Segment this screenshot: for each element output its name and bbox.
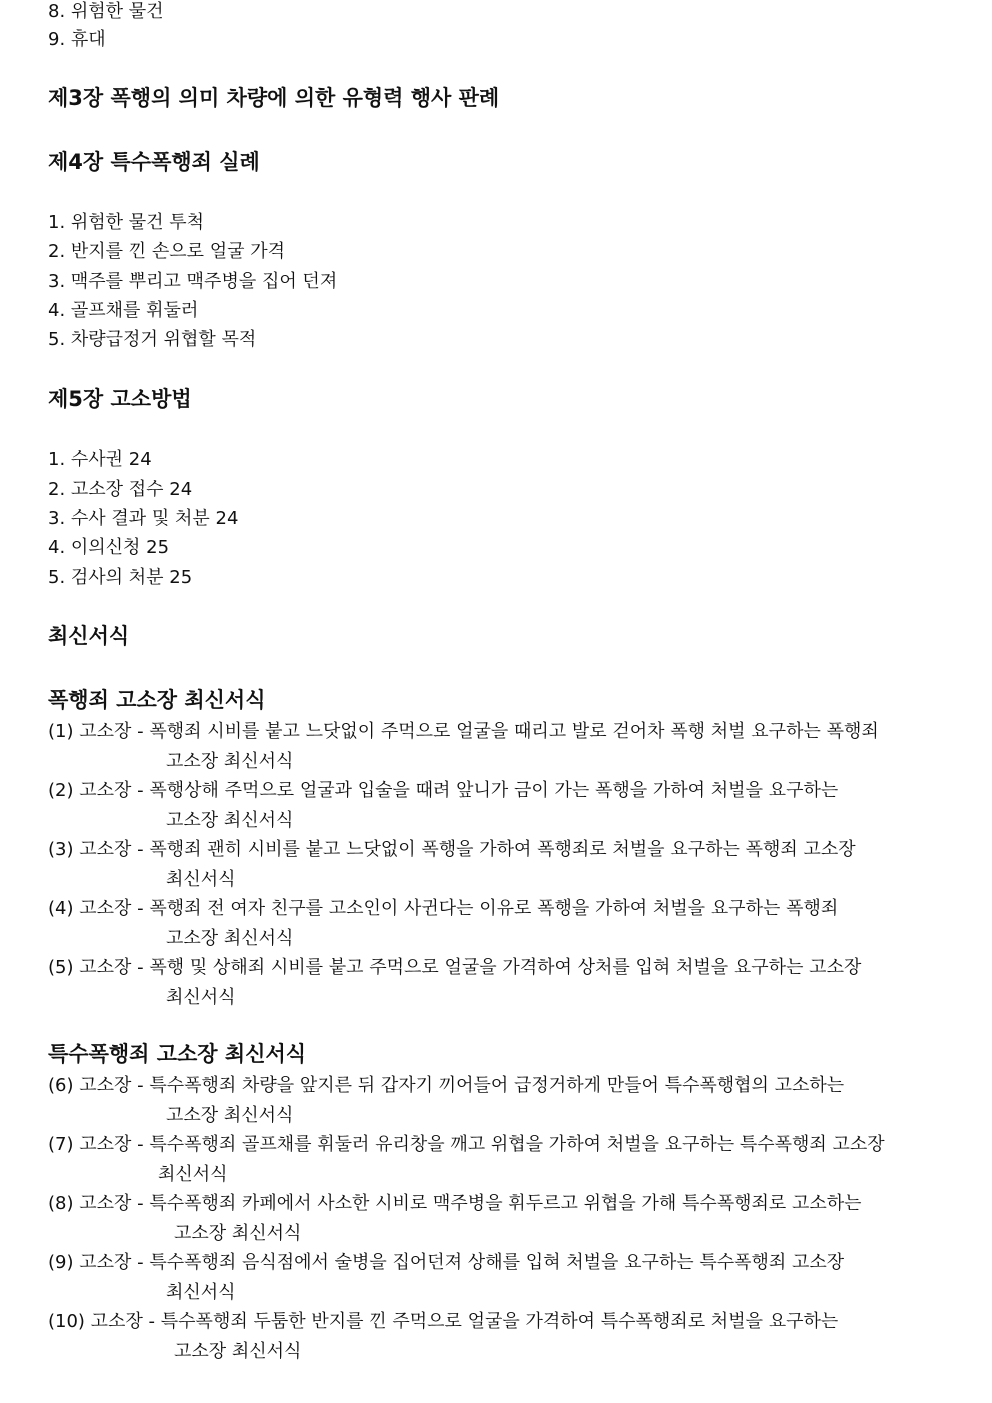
form-title-continued: 최신서식 [158, 1163, 228, 1185]
form-title-continued: 최신서식 [166, 1281, 236, 1303]
assault-forms-heading: 폭행죄 고소장 최신서식 [48, 688, 266, 712]
form-title-continued: 고소장 최신서식 [166, 1104, 294, 1126]
form-number: (7) 고소장 - [48, 1134, 150, 1155]
form-title: 특수폭행죄 두툼한 반지를 낀 주먹으로 얼굴을 가격하여 특수폭행죄로 처벌을 요구하는 [160, 1311, 839, 1332]
toc-item: 1. 위험한 물건 투척 [48, 212, 205, 233]
form-number: (4) 고소장 - [48, 898, 150, 919]
form-entry [48, 953, 944, 1012]
toc-item: 4. 골프채를 휘둘러 [48, 300, 199, 321]
toc-item: 8. 위험한 물건 [48, 1, 164, 22]
form-title-continued: 고소장 최신서식 [166, 927, 294, 949]
form-title-continued: 고소장 최신서식 [174, 1222, 302, 1244]
form-entry [48, 776, 944, 835]
toc-item: 1. 수사권 24 [48, 449, 152, 470]
form-number: (6) 고소장 - [48, 1075, 150, 1096]
form-title: 폭행죄 시비를 붙고 느닷없이 주먹으로 얼굴을 때리고 발로 걷어차 폭행 처벌 요구하는 폭행죄 [149, 721, 879, 742]
chapter-3-heading: 제3장 폭행의 의미 차량에 의한 유형력 행사 판례 [48, 86, 500, 110]
form-entry [48, 1307, 944, 1366]
form-title: 폭행상해 주먹으로 얼굴과 입술을 때려 앞니가 금이 가는 폭행을 가하여 처벌을 요구하는 [149, 780, 839, 801]
form-number: (8) 고소장 - [48, 1193, 150, 1214]
form-entry [48, 1248, 944, 1307]
form-number: (1) 고소장 - [48, 721, 150, 742]
form-entry [48, 894, 944, 953]
toc-item: 4. 이의신청 25 [48, 537, 170, 558]
form-entry [48, 717, 944, 776]
form-title-continued: 고소장 최신서식 [166, 750, 294, 772]
form-title: 특수폭행죄 차량을 앞지른 뒤 갑자기 끼어들어 급정거하게 만들어 특수폭행협의 고소하는 [149, 1075, 845, 1096]
form-title: 특수폭행죄 음식점에서 술병을 집어던져 상해를 입혀 처벌을 요구하는 특수폭행죄 고소장 [149, 1252, 845, 1273]
form-title: 특수폭행죄 카페에서 사소한 시비로 맥주병을 휘두르고 위협을 가해 특수폭행죄로 고소하는 [149, 1193, 862, 1214]
special-assault-forms-heading: 특수폭행죄 고소장 최신서식 [48, 1042, 307, 1066]
form-entry [48, 835, 944, 894]
toc-item: 3. 수사 결과 및 처분 24 [48, 508, 239, 529]
form-title-continued: 최신서식 [166, 986, 236, 1008]
toc-item: 2. 고소장 접수 24 [48, 479, 193, 500]
toc-item: 3. 맥주를 뿌리고 맥주병을 집어 던져 [48, 271, 338, 292]
form-title: 특수폭행죄 골프채를 휘둘러 유리창을 깨고 위협을 가하여 처벌을 요구하는 특수폭행죄 고소장 [149, 1134, 885, 1155]
toc-item: 5. 검사의 처분 25 [48, 567, 193, 588]
toc-item: 5. 차량급정거 위협할 목적 [48, 329, 257, 350]
form-title: 폭행죄 괜히 시비를 붙고 느닷없이 폭행을 가하여 폭행죄로 처벌을 요구하는 폭행죄 고소장 [149, 839, 856, 860]
chapter-4-heading: 제4장 특수폭행죄 실례 [48, 150, 260, 174]
form-entry [48, 1130, 944, 1189]
chapter-5-heading: 제5장 고소방법 [48, 387, 192, 411]
form-entry [48, 1189, 944, 1248]
form-title: 폭행 및 상해죄 시비를 붙고 주먹으로 얼굴을 가격하여 상처를 입혀 처벌을 요구하는 고소장 [149, 957, 862, 978]
latest-forms-heading: 최신서식 [48, 624, 130, 648]
form-number: (9) 고소장 - [48, 1252, 150, 1273]
form-number: (3) 고소장 - [48, 839, 150, 860]
form-title: 폭행죄 전 여자 친구를 고소인이 사귄다는 이유로 폭행을 가하여 처벌을 요구하는 폭행죄 [149, 898, 839, 919]
toc-item: 9. 휴대 [48, 29, 106, 50]
form-number: (2) 고소장 - [48, 780, 150, 801]
form-entry [48, 1071, 944, 1130]
form-title-continued: 고소장 최신서식 [166, 809, 294, 831]
form-number: (10) 고소장 - [48, 1311, 161, 1332]
form-title-continued: 최신서식 [166, 868, 236, 890]
form-number: (5) 고소장 - [48, 957, 150, 978]
toc-item: 2. 반지를 낀 손으로 얼굴 가격 [48, 241, 286, 262]
form-title-continued: 고소장 최신서식 [174, 1340, 302, 1362]
